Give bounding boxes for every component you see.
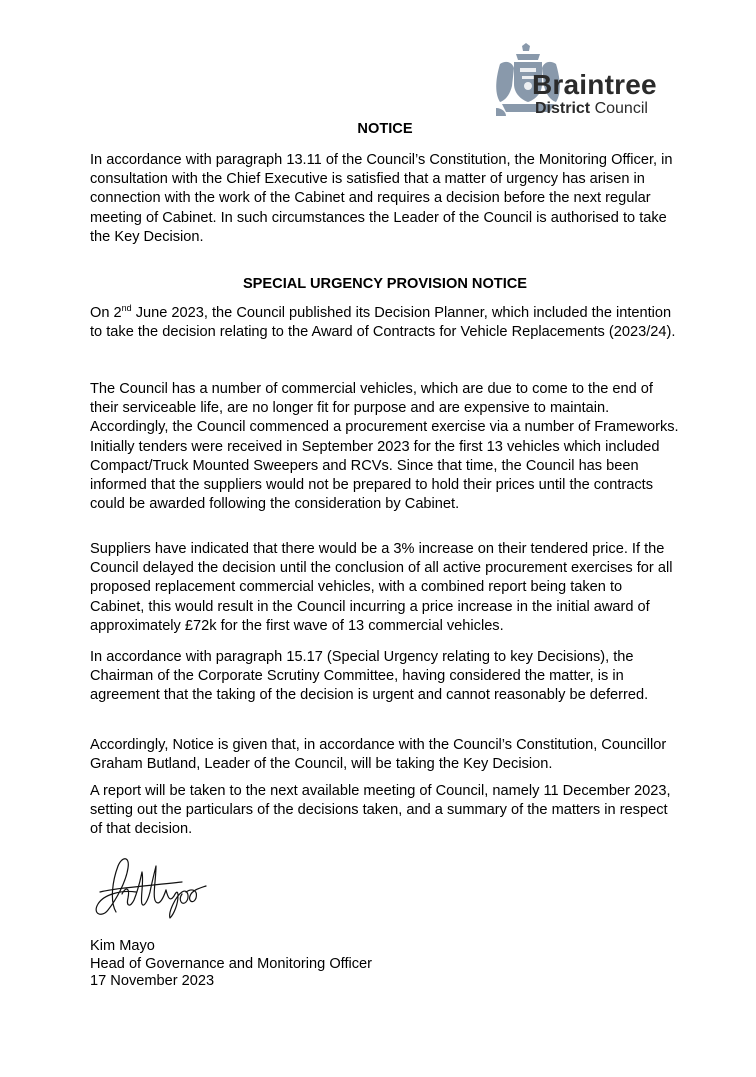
- logo-wordmark-district-council: [535, 100, 648, 118]
- paragraph-report-to-council: A report will be taken to the next available meeting of Council, namely 11 December 2023, setting out the particulars of the decisions taken, and a summary of the matters in respect of that decision.: [90, 783, 671, 838]
- para1-superscript: nd: [121, 303, 132, 314]
- para1-prefix: On 2: [90, 305, 122, 321]
- paragraph-key-decision: Accordingly, Notice is given that, in accordance with the Council’s Constitution, Councillor Graham Butland, Leader of the Council, will be taking the Key Decision.: [90, 737, 667, 773]
- signoff-role: Head of Governance and Monitoring Officer: [90, 955, 373, 972]
- signoff-date: 17 November 2023: [90, 973, 215, 989]
- notice-heading: NOTICE: [357, 121, 413, 137]
- notice-paragraph: In accordance with paragraph 13.11 of the Council’s Constitution, the Monitoring Officer, in consultation with the Chief Executive is satisfied that a matter of urgency has arisen in connection with the work of the Cabinet and requires a decision before the next regular meeting of Cabinet. In such circumstances the Leader of the Council is authorised to take the Key Decision.: [90, 152, 673, 245]
- paragraph-special-urgency: In accordance with paragraph 15.17 (Special Urgency relating to key Decisions), the Chairman of the Corporate Scrutiny Committee, having considered the matter, is in agreement that the taking of the decision is urgent and cannot reasonably be deferred.: [90, 649, 649, 704]
- special-urgency-heading: SPECIAL URGENCY PROVISION NOTICE: [242, 276, 528, 292]
- logo-wordmark-braintree: Braintree: [532, 69, 657, 100]
- handwritten-signature: [86, 852, 216, 924]
- council-logo: [492, 42, 692, 122]
- paragraph-decision-planner: [90, 304, 680, 342]
- logo-district: District: [535, 100, 591, 117]
- signoff-block: [90, 938, 372, 991]
- paragraph-price-increase: Suppliers have indicated that there would be a 3% increase on their tendered price. If the Council delayed the decision until the conclusion of all active procurement exercises for all proposed replacement commercial vehicles, with a combined report being taken to Cabinet, this would result in the Council incurring a price increase in the initial award of approximately £72k for the first wave of 13 commercial vehicles.: [90, 541, 673, 634]
- logo-council: Council: [590, 100, 648, 117]
- para1-rest: June 2023, the Council published its Decision Planner, which included the intention to take the decision relating to the Award of Contracts for Vehicle Replacements (2023/24).: [90, 305, 676, 341]
- signoff-name: Kim Mayo: [90, 938, 155, 954]
- paragraph-commercial-vehicles: The Council has a number of commercial vehicles, which are due to come to the end of their serviceable life, are no longer fit for purpose and are expensive to maintain. Accordingly, the Council commenced a procurement exercise via a number of Frameworks. Initially tenders were received in September 2023 for the first 13 vehicles which included Compact/Truck Mounted Sweepers and RCVs. Since that time, the Council has been informed that the suppliers would not be prepared to hold their prices until the contracts could be awarded following the consideration by Cabinet.: [90, 381, 679, 513]
